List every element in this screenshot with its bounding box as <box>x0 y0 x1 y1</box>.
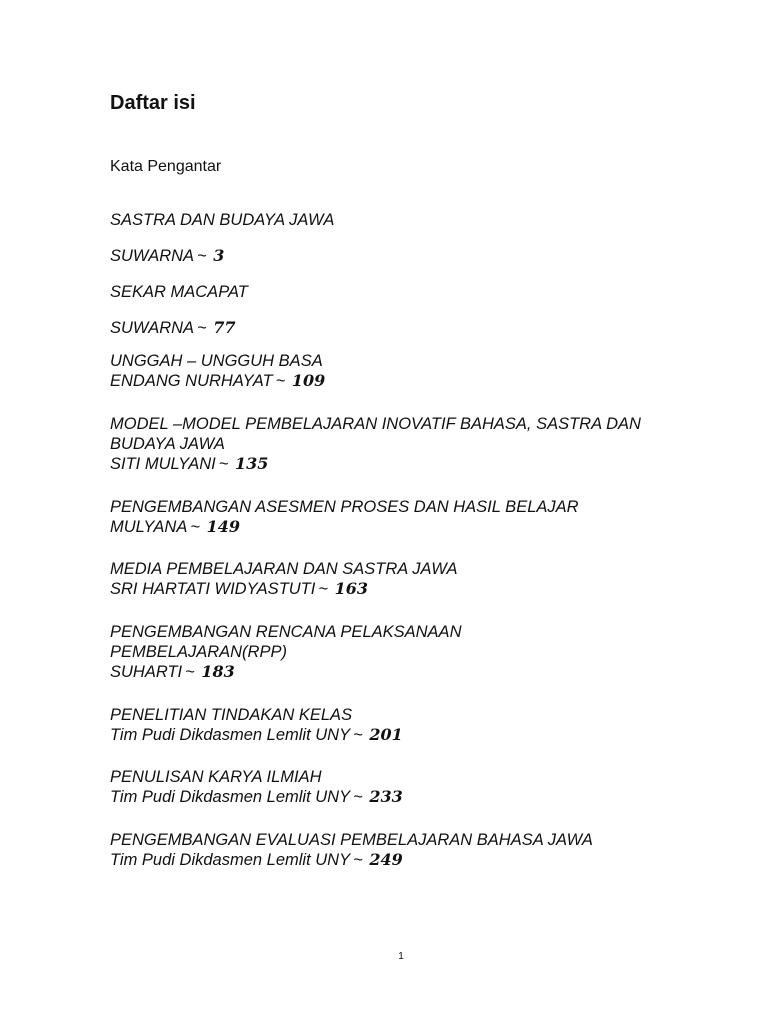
entry-page-number: 77 <box>213 318 236 337</box>
entry-title-line: PEMBELAJARAN(RPP) <box>110 643 287 661</box>
entry-separator: ~ <box>185 663 195 681</box>
entry-author-line <box>110 579 730 599</box>
entry-page-number: 149 <box>206 517 240 536</box>
toc-entry <box>110 767 730 807</box>
entry-author-line <box>110 725 730 745</box>
entry-title-line: SEKAR MACAPAT <box>110 283 248 301</box>
toc-entry <box>110 559 730 599</box>
entry-author-line <box>110 454 730 474</box>
entry-title-line: SASTRA DAN BUDAYA JAWA <box>110 211 335 229</box>
entry-title-line: PENGEMBANGAN ASESMEN PROSES DAN HASIL BELAJAR <box>110 498 579 516</box>
entry-title-line: PENULISAN KARYA ILMIAH <box>110 768 322 786</box>
entry-separator: ~ <box>197 319 207 337</box>
entry-page-number: 249 <box>369 850 403 869</box>
page-title: Daftar isi <box>110 92 196 114</box>
entry-author-line <box>110 787 730 807</box>
toc-entry <box>110 282 730 338</box>
entry-separator: ~ <box>190 518 200 536</box>
entry-author: SUWARNA <box>110 247 195 265</box>
entry-author-line <box>110 662 730 682</box>
entry-author-line <box>110 850 730 870</box>
intro-entry: Kata Pengantar <box>110 158 222 175</box>
entry-author: Tim Pudi Dikdasmen Lemlit UNY <box>110 726 351 744</box>
toc-entry <box>110 622 730 682</box>
entry-title-line: PENGEMBANGAN RENCANA PELAKSANAAN <box>110 623 462 641</box>
entry-separator: ~ <box>353 788 363 806</box>
entry-separator: ~ <box>318 580 328 598</box>
entry-author: SUHARTI <box>110 663 183 681</box>
toc-entry <box>110 351 730 391</box>
entry-title-line: UNGGAH – UNGGUH BASA <box>110 352 323 370</box>
entry-author: Tim Pudi Dikdasmen Lemlit UNY <box>110 851 351 869</box>
entry-author-line <box>110 246 730 266</box>
entry-page-number: 135 <box>235 454 269 473</box>
entry-page-number: 163 <box>334 579 368 598</box>
toc-entry <box>110 414 730 474</box>
entry-page-number: 201 <box>369 725 403 744</box>
entry-page-number: 109 <box>291 371 326 390</box>
toc-entry <box>110 210 730 266</box>
entry-title-line: PENELITIAN TINDAKAN KELAS <box>110 706 353 724</box>
entry-title-line: BUDAYA JAWA <box>110 435 225 453</box>
entry-page-number: 233 <box>369 787 403 806</box>
entry-author: Tim Pudi Dikdasmen Lemlit UNY <box>110 788 351 806</box>
entry-title-line: MEDIA PEMBELAJARAN DAN SASTRA JAWA <box>110 560 458 578</box>
entry-author-line <box>110 517 730 537</box>
entry-separator: ~ <box>275 372 286 390</box>
entry-page-number: 3 <box>213 246 225 265</box>
entry-title-line: PENGEMBANGAN EVALUASI PEMBELAJARAN BAHASA JAWA <box>110 831 593 849</box>
entry-author: SITI MULYANI <box>110 455 216 473</box>
entry-author: MULYANA <box>110 518 188 536</box>
entry-separator: ~ <box>218 455 229 473</box>
toc-entry <box>110 497 730 537</box>
entry-author: SRI HARTATI WIDYASTUTI <box>110 580 316 598</box>
entry-title-line: MODEL –MODEL PEMBELAJARAN INOVATIF BAHASA, SASTRA DAN <box>110 415 641 433</box>
entry-author-line <box>110 318 730 338</box>
page-number: 1 <box>398 951 404 962</box>
entry-author: ENDANG NURHAYAT <box>110 372 273 390</box>
entry-separator: ~ <box>197 247 207 265</box>
entry-author-line <box>110 371 730 391</box>
entry-author: SUWARNA <box>110 319 195 337</box>
toc-entry <box>110 705 730 745</box>
toc-entry <box>110 830 730 870</box>
entry-separator: ~ <box>353 726 363 744</box>
entry-separator: ~ <box>353 851 363 869</box>
entry-page-number: 183 <box>201 662 235 681</box>
